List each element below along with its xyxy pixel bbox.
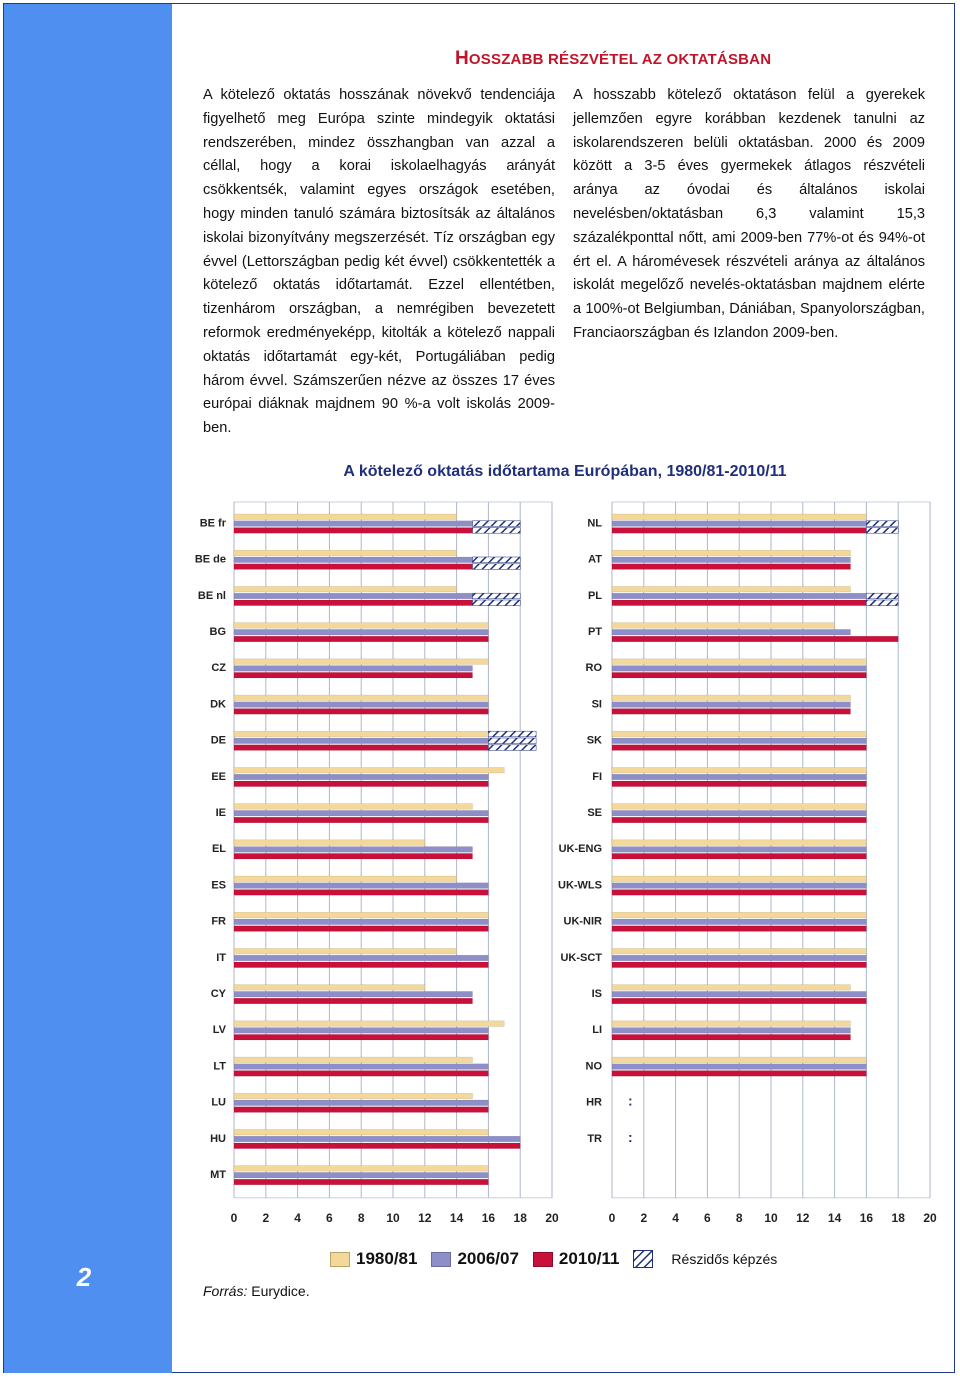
x-tick-label: 12 <box>418 1210 432 1225</box>
bar-2006 <box>234 1136 520 1142</box>
bar-2006 <box>612 593 866 599</box>
country-label: FR <box>211 915 226 928</box>
bar-2006 <box>612 557 851 563</box>
bar-2010 <box>234 890 488 896</box>
bar-2006 <box>612 919 866 925</box>
bar-2006 <box>234 883 488 889</box>
bar-part-time-2010 <box>866 600 898 606</box>
bar-2006 <box>234 955 488 961</box>
bar-part-time-1980 <box>488 731 536 737</box>
country-label: IS <box>591 988 602 1000</box>
x-tick-label: 18 <box>513 1210 527 1225</box>
section-title <box>455 48 771 70</box>
bar-2006 <box>612 629 851 635</box>
bar-part-time-2010 <box>473 600 521 606</box>
bar-1980 <box>612 586 851 592</box>
country-label: EE <box>211 770 226 783</box>
bar-2010 <box>234 564 473 570</box>
bar-2006 <box>234 557 473 563</box>
section-title-initial: H <box>455 48 469 69</box>
bar-2006 <box>612 1064 866 1070</box>
bar-2010 <box>234 528 473 534</box>
bar-2010 <box>612 926 866 932</box>
bar-1980 <box>612 840 866 846</box>
bar-2006 <box>234 1028 488 1034</box>
bar-2010 <box>234 853 473 859</box>
country-label: HU <box>210 1132 226 1145</box>
sidebar-band <box>4 4 172 1373</box>
bar-1980 <box>612 948 866 954</box>
legend-swatch-2010 <box>533 1252 553 1267</box>
bar-2006 <box>612 955 866 961</box>
x-tick-label: 6 <box>326 1210 333 1225</box>
bar-1980 <box>612 767 866 773</box>
bar-part-time-2006 <box>473 557 521 563</box>
bar-part-time-2006 <box>866 521 898 527</box>
bar-2010 <box>234 962 488 968</box>
bar-1980 <box>612 804 866 810</box>
bar-2006 <box>234 738 488 744</box>
bar-2010 <box>234 600 473 606</box>
bar-1980 <box>234 840 425 846</box>
country-label: MT <box>210 1169 226 1181</box>
bar-1980 <box>612 623 835 629</box>
country-label: LV <box>212 1024 226 1037</box>
country-label: UK-NIR <box>563 915 602 928</box>
country-label: BE fr <box>199 517 226 530</box>
bar-1980 <box>234 1129 488 1135</box>
chart-legend <box>330 1247 791 1271</box>
bar-2010 <box>234 745 488 751</box>
x-tick-label: 16 <box>481 1210 496 1225</box>
bar-2010 <box>234 926 488 932</box>
bar-part-time-2006 <box>473 521 521 527</box>
bar-1980 <box>234 912 488 918</box>
bar-2006 <box>234 666 473 672</box>
bar-2010 <box>612 1034 851 1040</box>
x-tick-label: 2 <box>640 1210 648 1225</box>
country-label: BE nl <box>197 589 226 602</box>
bar-1980 <box>234 695 488 701</box>
bar-1980 <box>234 948 457 954</box>
bar-2006 <box>234 774 488 780</box>
bar-2010 <box>612 962 866 968</box>
bar-1980 <box>234 1093 473 1099</box>
country-label: BE de <box>194 553 226 566</box>
country-label: PL <box>587 589 602 602</box>
bar-2010 <box>612 817 866 823</box>
x-tick-label: 0 <box>608 1210 616 1225</box>
bar-2006 <box>234 1172 488 1178</box>
country-label: UK-SCT <box>560 951 602 964</box>
legend-label-2006: 2006/07 <box>457 1249 519 1268</box>
country-label: IT <box>216 951 226 964</box>
bar-2006 <box>612 666 866 672</box>
bar-1980 <box>612 659 866 665</box>
compulsory-education-chart <box>194 494 940 1234</box>
bar-1980 <box>234 514 457 520</box>
page-number: 2 <box>76 1262 92 1292</box>
bar-2010 <box>612 890 866 896</box>
country-label: ES <box>211 879 226 892</box>
country-label: SK <box>586 734 602 747</box>
bar-part-time-2010 <box>866 528 898 534</box>
bar-2010 <box>234 1071 488 1077</box>
bar-2006 <box>612 702 851 708</box>
bar-part-time-2010 <box>473 564 521 570</box>
left-text-column <box>203 84 555 441</box>
country-label: UK-ENG <box>558 843 602 856</box>
bar-2006 <box>234 593 473 599</box>
bar-1980 <box>234 623 488 629</box>
x-tick-label: 16 <box>859 1210 874 1225</box>
x-tick-label: 4 <box>672 1210 679 1225</box>
country-label: LI <box>592 1024 602 1037</box>
bar-1980 <box>234 1057 473 1063</box>
legend-label-part-time: Részidős képzés <box>671 1251 778 1267</box>
chart-title: A kötelező oktatás időtartama Európában, 1980/81-2010/11 <box>343 463 787 480</box>
country-label: CY <box>210 988 226 1000</box>
legend-item-part-time <box>633 1250 777 1268</box>
x-tick-label: 4 <box>294 1210 301 1225</box>
x-tick-label: 10 <box>386 1210 400 1225</box>
bar-2006 <box>234 1064 488 1070</box>
bar-1980 <box>612 1021 851 1027</box>
bar-1980 <box>612 912 866 918</box>
country-label: UK-WLS <box>558 879 602 892</box>
bar-2006 <box>612 847 866 853</box>
bar-2010 <box>234 1143 520 1149</box>
bar-2006 <box>234 1100 488 1106</box>
bar-1980 <box>612 876 866 882</box>
legend-label-2010: 2010/11 <box>558 1249 620 1268</box>
bar-1980 <box>234 1166 488 1172</box>
x-tick-label: 18 <box>891 1210 905 1225</box>
bar-2010 <box>234 1179 488 1185</box>
bar-1980 <box>234 804 473 810</box>
country-label: SI <box>591 698 602 711</box>
source-note <box>203 1283 310 1299</box>
bar-2010 <box>612 528 866 534</box>
bar-2006 <box>612 810 866 816</box>
country-label: IE <box>215 807 226 819</box>
country-label: FI <box>592 770 602 783</box>
bar-1980 <box>612 1057 866 1063</box>
bar-2006 <box>612 521 866 527</box>
country-label: SE <box>587 807 602 819</box>
bar-1980 <box>234 985 425 991</box>
legend-swatch-1980 <box>330 1252 350 1267</box>
source-label: Forrás: <box>203 1283 248 1299</box>
country-label: CZ <box>211 662 226 675</box>
x-tick-label: 6 <box>704 1210 711 1225</box>
country-label: BG <box>209 626 226 638</box>
x-tick-label: 0 <box>230 1210 238 1225</box>
x-tick-label: 20 <box>545 1210 559 1225</box>
legend-item-2006 <box>431 1249 518 1269</box>
bar-1980 <box>234 550 457 556</box>
bar-2010 <box>612 636 898 642</box>
x-tick-label: 10 <box>764 1210 778 1225</box>
country-label: DK <box>210 698 226 711</box>
bar-1980 <box>234 586 457 592</box>
bar-2006 <box>612 991 866 997</box>
bar-1980 <box>234 767 504 773</box>
bar-2010 <box>234 672 473 678</box>
bar-2006 <box>612 883 866 889</box>
bar-2010 <box>234 1107 488 1113</box>
country-label: EL <box>211 843 226 856</box>
bar-part-time-2006 <box>473 593 521 599</box>
x-tick-label: 12 <box>796 1210 810 1225</box>
bar-2010 <box>234 781 488 787</box>
source-value: Eurydice. <box>247 1283 310 1299</box>
bar-2010 <box>612 672 866 678</box>
legend-swatch-part-time <box>633 1250 653 1268</box>
x-tick-label: 8 <box>357 1210 365 1225</box>
country-label: NL <box>587 517 602 530</box>
bar-2010 <box>234 817 488 823</box>
no-data-note: : <box>628 1128 633 1145</box>
bar-2010 <box>612 600 866 606</box>
x-tick-label: 8 <box>735 1210 743 1225</box>
x-tick-label: 14 <box>449 1210 464 1225</box>
bar-2010 <box>612 564 851 570</box>
bar-2010 <box>234 636 488 642</box>
bar-2006 <box>234 991 473 997</box>
country-label: HR <box>586 1096 602 1109</box>
country-label: NO <box>585 1060 602 1073</box>
right-text-column <box>573 84 925 346</box>
bar-2010 <box>612 1071 866 1077</box>
x-tick-label: 14 <box>827 1210 842 1225</box>
bar-2010 <box>234 998 473 1004</box>
bar-1980 <box>612 514 866 520</box>
legend-item-1980 <box>330 1249 417 1269</box>
left-paragraph: A kötelező oktatás hosszának növekvő tendenciája figyelhető meg Európa szinte mindegyik oktatási rendszerében, mindez összhangban van azzal a céllal, hogy a korai iskolaelhagyás arányát csökkentsék, valamint egyes országok esetében, hogy minden tanuló számára biztosítsák az általános iskolai bizonyítvány megszerzését. Tíz országban egy évvel (Lettországban pedig két évvel) csökkentették a kötelező oktatás időtartamát. Ezzel ellentétben, tizenhárom országban, a nemrégiben bevezetett reformok eredményeképp, kitolták a kötelező nappali oktatás időtartamát egy-két, Portugáliában pedig három évvel. Számszerűen nézve az összes 17 éves európai diáknak majdnem 90 %-a volt iskolás 2009-ben. <box>203 87 555 437</box>
bar-2006 <box>234 702 488 708</box>
bar-1980 <box>612 731 866 737</box>
section-title-rest: OSSZABB RÉSZVÉTEL AZ OKTATÁSBAN <box>468 51 772 68</box>
bar-2010 <box>612 709 851 715</box>
right-paragraph: A hosszabb kötelező oktatáson felül a gyerekek jellemzően egyre korábban kezdenek tanulni az iskolarendszeren belüli oktatásban. 2000 és 2009 között a 3-5 éves gyermekek átlagos részvételi aránya az óvodai és általános iskolai nevelésben/oktatásban 6,3 valamint 15,3 százalékponttal nőtt, ami 2009-ben 77%-ot és 94%-ot ért el. A háromévesek részvételi aránya az általános iskolát megelőző nevelés-oktatásban majdnem elérte a 100%-ot Belgiumban, Dániában, Spanyolországban, Franciaországban és Izlandon 2009-ben. <box>573 87 925 341</box>
legend-label-1980: 1980/81 <box>356 1249 418 1268</box>
bar-1980 <box>612 550 851 556</box>
bar-1980 <box>612 695 851 701</box>
legend-swatch-2006 <box>431 1252 451 1267</box>
bar-1980 <box>234 1021 504 1027</box>
bar-part-time-2006 <box>488 738 536 744</box>
country-label: LT <box>213 1060 226 1073</box>
bar-2010 <box>612 781 866 787</box>
bar-2006 <box>612 774 866 780</box>
legend-item-2010 <box>533 1249 620 1269</box>
bar-2010 <box>234 1034 488 1040</box>
bar-2006 <box>234 810 488 816</box>
bar-1980 <box>234 876 457 882</box>
bar-2010 <box>612 998 866 1004</box>
bar-2006 <box>612 738 866 744</box>
country-label: TR <box>587 1132 602 1145</box>
country-label: LU <box>211 1096 226 1109</box>
no-data-note: : <box>628 1092 633 1109</box>
x-tick-label: 2 <box>262 1210 270 1225</box>
bar-2010 <box>612 745 866 751</box>
bar-2006 <box>234 521 473 527</box>
bar-2006 <box>234 629 488 635</box>
bar-1980 <box>234 731 488 737</box>
bar-part-time-2010 <box>488 745 536 751</box>
bar-2010 <box>612 853 866 859</box>
bar-2006 <box>234 847 473 853</box>
bar-2006 <box>612 1028 851 1034</box>
bar-2006 <box>234 919 488 925</box>
bar-1980 <box>234 659 488 665</box>
bar-part-time-2006 <box>866 593 898 599</box>
x-tick-label: 20 <box>923 1210 937 1225</box>
country-label: PT <box>587 626 602 638</box>
bar-1980 <box>612 985 851 991</box>
bar-2010 <box>234 709 488 715</box>
bar-part-time-2010 <box>473 528 521 534</box>
country-label: AT <box>588 553 602 566</box>
country-label: DE <box>210 734 226 747</box>
country-label: RO <box>585 662 602 675</box>
